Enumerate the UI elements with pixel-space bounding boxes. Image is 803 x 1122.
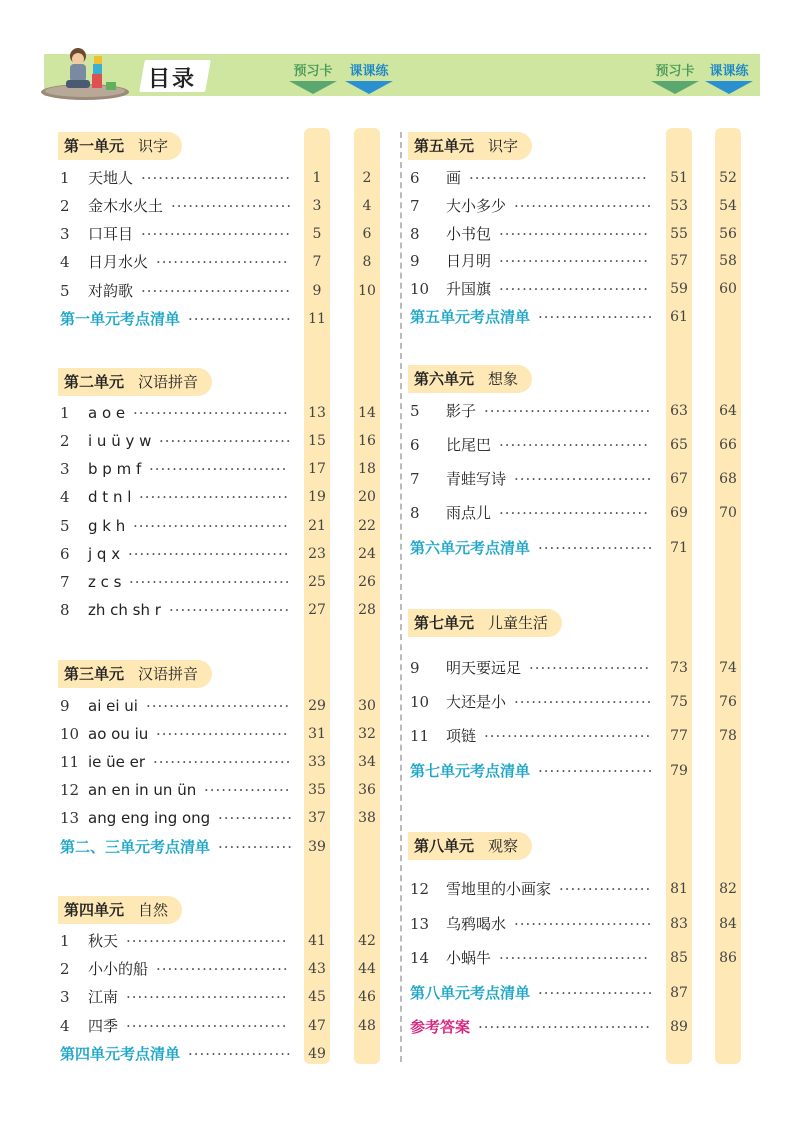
preview-page-number: 57 — [670, 253, 688, 269]
dot-leader: ·························· — [499, 504, 649, 522]
lesson-entry[interactable] — [60, 696, 382, 716]
dot-leader: ···················· — [538, 308, 654, 326]
practice-page-number: 34 — [358, 754, 376, 770]
preview-page-number: 23 — [308, 546, 326, 562]
dot-leader: ···························· — [126, 988, 288, 1006]
dot-leader: ·························· — [141, 225, 291, 243]
entry-title: 升国旗 — [446, 280, 492, 298]
preview-page-number: 3 — [312, 198, 322, 214]
practice-page-number: 10 — [358, 283, 376, 299]
lesson-number: 6 — [60, 545, 70, 563]
lesson-number: 12 — [410, 880, 430, 898]
lesson-entry[interactable] — [410, 224, 743, 244]
entry-title: 小小的船 — [88, 960, 149, 978]
dot-leader: ·························· — [141, 282, 291, 300]
practice-page-number: 60 — [719, 281, 737, 297]
entry-title: g k h — [88, 517, 126, 535]
practice-page-number: 22 — [358, 518, 376, 534]
dot-leader: ·················· — [188, 310, 292, 328]
practice-page-number: 52 — [719, 170, 737, 186]
practice-page-number: 44 — [358, 961, 376, 977]
lesson-entry[interactable] — [60, 572, 382, 592]
dot-leader: ·························· — [499, 225, 649, 243]
lesson-entry[interactable] — [410, 503, 743, 523]
entry-title: 雨点儿 — [446, 504, 492, 522]
lesson-entry[interactable] — [60, 1016, 382, 1036]
preview-page-number: 71 — [670, 540, 688, 556]
lesson-entry[interactable] — [60, 196, 382, 216]
dot-leader: ···························· — [126, 1017, 288, 1035]
lesson-entry[interactable] — [410, 251, 743, 271]
lesson-number: 8 — [410, 504, 420, 522]
tag-label: 课课练 — [709, 64, 749, 79]
lesson-number: 6 — [410, 169, 420, 187]
entry-title: ao ou iu — [88, 725, 149, 743]
answers-entry[interactable] — [410, 1017, 743, 1037]
dot-leader: ························ — [514, 693, 653, 711]
lesson-entry[interactable] — [60, 987, 382, 1007]
unit-number: 第五单元 — [414, 137, 475, 155]
preview-page-number: 45 — [308, 989, 326, 1005]
entry-title: 日月水火 — [88, 253, 149, 271]
entry-title: 第七单元考点清单 — [410, 762, 531, 780]
entry-title: ai ei ui — [88, 697, 138, 715]
preview-page-number: 61 — [670, 309, 688, 325]
child-stacking-blocks-illustration — [40, 44, 130, 100]
entry-title: 小书包 — [446, 225, 492, 243]
dot-leader: ···························· — [128, 545, 290, 563]
preview-page-number: 49 — [308, 1046, 326, 1062]
unit-name: 自然 — [138, 901, 169, 919]
lesson-entry[interactable] — [410, 658, 743, 678]
lesson-number: 8 — [60, 601, 70, 619]
lesson-number: 3 — [60, 225, 70, 243]
preview-page-number: 7 — [312, 254, 322, 270]
unit-heading — [58, 660, 212, 688]
practice-page-number: 32 — [358, 726, 376, 742]
lesson-entry[interactable] — [410, 401, 743, 421]
lesson-number: 3 — [60, 460, 70, 478]
practice-page-number: 58 — [719, 253, 737, 269]
entry-title: 比尾巴 — [446, 436, 492, 454]
practice-page-number: 24 — [358, 546, 376, 562]
lesson-number: 3 — [60, 988, 70, 1006]
down-arrow-icon — [345, 81, 393, 94]
preview-page-number: 77 — [670, 728, 688, 744]
preview-page-number: 51 — [670, 170, 688, 186]
unit-name: 观察 — [488, 837, 519, 855]
lesson-entry[interactable] — [60, 931, 382, 951]
review-list-entry[interactable] — [410, 761, 743, 781]
lesson-entry[interactable] — [60, 487, 382, 507]
practice-page-number: 16 — [358, 433, 376, 449]
dot-leader: ············· — [218, 838, 293, 856]
entry-title: 口耳目 — [88, 225, 134, 243]
lesson-entry[interactable] — [60, 752, 382, 772]
entry-title: 秋天 — [88, 932, 119, 950]
preview-page-number: 47 — [308, 1018, 326, 1034]
unit-heading — [58, 896, 182, 924]
down-arrow-icon — [289, 81, 337, 94]
practice-page-number: 46 — [358, 989, 376, 1005]
practice-page-number: 84 — [719, 916, 737, 932]
dot-leader: ···························· — [126, 932, 288, 950]
lesson-number: 11 — [410, 727, 430, 745]
preview-page-number: 19 — [308, 489, 326, 505]
down-arrow-icon — [705, 81, 753, 94]
lesson-entry[interactable] — [410, 914, 743, 934]
preview-page-number: 87 — [670, 985, 688, 1001]
lesson-number: 11 — [60, 753, 80, 771]
lesson-number: 2 — [60, 197, 70, 215]
practice-page-number: 28 — [358, 602, 376, 618]
lesson-number: 1 — [60, 169, 70, 187]
dot-leader: ·························· — [499, 252, 649, 270]
entry-title: ang eng ing ong — [88, 809, 211, 827]
dot-leader: ··························· — [133, 404, 289, 422]
page-title: 目录 — [148, 67, 197, 92]
lesson-entry[interactable] — [60, 431, 382, 451]
unit-name: 想象 — [488, 370, 519, 388]
lesson-number: 12 — [60, 781, 80, 799]
entry-title: 明天要远足 — [446, 659, 522, 677]
dot-leader: ····················· — [529, 659, 651, 677]
dot-leader: ·················· — [188, 1045, 292, 1063]
practice-page-number: 56 — [719, 226, 737, 242]
practice-tag-right — [702, 63, 756, 94]
entry-title: 大小多少 — [446, 197, 507, 215]
lesson-entry[interactable] — [60, 600, 382, 620]
preview-page-number: 21 — [308, 518, 326, 534]
lesson-entry[interactable] — [60, 724, 382, 744]
dot-leader: ·························· — [499, 280, 649, 298]
entry-title: 金木水火土 — [88, 197, 164, 215]
lesson-number: 2 — [60, 432, 70, 450]
dot-leader: ····················· — [171, 197, 293, 215]
dot-leader: ························ — [149, 460, 288, 478]
unit-number: 第三单元 — [64, 665, 125, 683]
unit-heading — [408, 365, 532, 393]
lesson-number: 6 — [410, 436, 420, 454]
dot-leader: ···················· — [538, 539, 654, 557]
practice-page-number: 18 — [358, 461, 376, 477]
lesson-entry[interactable] — [410, 168, 743, 188]
dot-leader: ··························· — [133, 517, 289, 535]
practice-page-number: 48 — [358, 1018, 376, 1034]
dot-leader: ························ — [514, 915, 653, 933]
lesson-number: 4 — [60, 488, 70, 506]
lesson-number: 8 — [410, 225, 420, 243]
lesson-number: 14 — [410, 949, 430, 967]
lesson-number: 5 — [60, 282, 70, 300]
practice-page-number: 82 — [719, 881, 737, 897]
preview-page-number: 39 — [308, 839, 326, 855]
entry-title: zh ch sh r — [88, 601, 161, 619]
practice-page-number: 20 — [358, 489, 376, 505]
dot-leader: ·························· — [499, 949, 649, 967]
preview-page-number: 55 — [670, 226, 688, 242]
entry-title: 江南 — [88, 988, 119, 1006]
entry-title: 大还是小 — [446, 693, 507, 711]
preview-page-number: 37 — [308, 810, 326, 826]
lesson-entry[interactable] — [410, 469, 743, 489]
practice-page-number: 66 — [719, 437, 737, 453]
entry-title: 小蜗牛 — [446, 949, 492, 967]
entry-title: 青蛙写诗 — [446, 470, 507, 488]
unit-number: 第二单元 — [64, 373, 125, 391]
preview-page-number: 83 — [670, 916, 688, 932]
unit-heading — [408, 132, 532, 160]
review-list-entry[interactable] — [60, 1044, 382, 1064]
lesson-entry[interactable] — [60, 168, 382, 188]
preview-page-number: 41 — [308, 933, 326, 949]
review-list-entry[interactable] — [410, 307, 743, 327]
lesson-number: 10 — [410, 280, 430, 298]
dot-leader: ···························· — [129, 573, 291, 591]
unit-name: 识字 — [138, 137, 169, 155]
entry-title: 日月明 — [446, 252, 492, 270]
entry-title: b p m f — [88, 460, 142, 478]
preview-page-number: 81 — [670, 881, 688, 897]
preview-page-number: 25 — [308, 574, 326, 590]
preview-page-number: 75 — [670, 694, 688, 710]
lesson-entry[interactable] — [60, 959, 382, 979]
unit-number: 第一单元 — [64, 137, 125, 155]
entry-title: 对韵歌 — [88, 282, 134, 300]
dot-leader: ····························· — [484, 402, 652, 420]
preview-page-number: 63 — [670, 403, 688, 419]
practice-page-number: 64 — [719, 403, 737, 419]
lesson-entry[interactable] — [60, 544, 382, 564]
practice-page-number: 26 — [358, 574, 376, 590]
review-list-entry[interactable] — [60, 837, 382, 857]
preview-page-number: 65 — [670, 437, 688, 453]
preview-page-number: 67 — [670, 471, 688, 487]
entry-title: z c s — [88, 573, 122, 591]
preview-page-number: 9 — [312, 283, 322, 299]
preview-page-number: 79 — [670, 763, 688, 779]
dot-leader: ······················· — [159, 432, 292, 450]
preview-page-number: 27 — [308, 602, 326, 618]
review-list-entry[interactable] — [60, 309, 382, 329]
preview-card-tag-left — [286, 63, 340, 94]
tag-label: 预习卡 — [655, 64, 695, 79]
review-list-entry[interactable] — [410, 538, 743, 558]
entry-title: 第一单元考点清单 — [60, 310, 181, 328]
dot-leader: ···················· — [538, 762, 654, 780]
practice-page-number: 36 — [358, 782, 376, 798]
preview-page-number: 59 — [670, 281, 688, 297]
entry-title: 第五单元考点清单 — [410, 308, 531, 326]
preview-page-number: 73 — [670, 660, 688, 676]
preview-page-number: 13 — [308, 405, 326, 421]
lesson-entry[interactable] — [410, 879, 743, 899]
entry-title: 参考答案 — [410, 1018, 471, 1036]
lesson-number: 1 — [60, 404, 70, 422]
lesson-number: 5 — [60, 517, 70, 535]
entry-title: an en in un ün — [88, 781, 197, 799]
practice-page-number: 38 — [358, 810, 376, 826]
entry-title: 第四单元考点清单 — [60, 1045, 181, 1063]
entry-title: i u ü y w — [88, 432, 152, 450]
unit-number: 第七单元 — [414, 614, 475, 632]
dot-leader: ························ — [514, 470, 653, 488]
lesson-entry[interactable] — [60, 780, 382, 800]
lesson-number: 9 — [410, 252, 420, 270]
lesson-entry[interactable] — [60, 403, 382, 423]
dot-leader: ···················· — [538, 984, 654, 1002]
lesson-entry[interactable] — [410, 726, 743, 746]
dot-leader: ······················· — [156, 725, 289, 743]
lesson-entry[interactable] — [60, 459, 382, 479]
lesson-number: 10 — [410, 693, 430, 711]
entry-title: 第二、三单元考点清单 — [60, 838, 211, 856]
dot-leader: ······················· — [156, 253, 289, 271]
dot-leader: ······························ — [478, 1018, 652, 1036]
preview-page-number: 85 — [670, 950, 688, 966]
dot-leader: ·························· — [139, 488, 289, 506]
practice-page-number: 4 — [362, 198, 372, 214]
entry-title: 影子 — [446, 402, 477, 420]
lesson-number: 5 — [410, 402, 420, 420]
unit-name: 汉语拼音 — [138, 373, 199, 391]
lesson-entry[interactable] — [60, 224, 382, 244]
lesson-number: 7 — [60, 573, 70, 591]
lesson-number: 7 — [410, 470, 420, 488]
preview-page-number: 31 — [308, 726, 326, 742]
lesson-entry[interactable] — [410, 948, 743, 968]
entry-title: 乌鸦喝水 — [446, 915, 507, 933]
dot-leader: ············· — [218, 809, 293, 827]
unit-name: 识字 — [488, 137, 519, 155]
dot-leader: ····················· — [169, 601, 291, 619]
practice-page-number: 68 — [719, 471, 737, 487]
lesson-number: 4 — [60, 253, 70, 271]
dot-leader: ················ — [559, 880, 652, 898]
entry-title: 第六单元考点清单 — [410, 539, 531, 557]
dot-leader: ························· — [146, 697, 291, 715]
unit-name: 汉语拼音 — [138, 665, 199, 683]
practice-page-number: 54 — [719, 198, 737, 214]
dot-leader: ·························· — [141, 169, 291, 187]
unit-heading — [408, 832, 532, 860]
practice-page-number: 78 — [719, 728, 737, 744]
unit-heading — [58, 132, 182, 160]
dot-leader: ························ — [514, 197, 653, 215]
lesson-number: 2 — [60, 960, 70, 978]
lesson-number: 13 — [60, 809, 80, 827]
unit-number: 第八单元 — [414, 837, 475, 855]
dot-leader: ····························· — [484, 727, 652, 745]
unit-number: 第六单元 — [414, 370, 475, 388]
practice-page-number: 76 — [719, 694, 737, 710]
preview-card-tag-right — [648, 63, 702, 94]
entry-title: 天地人 — [88, 169, 134, 187]
practice-page-number: 42 — [358, 933, 376, 949]
unit-heading — [58, 368, 212, 396]
practice-page-number: 70 — [719, 505, 737, 521]
lesson-entry[interactable] — [410, 692, 743, 712]
entry-title: 雪地里的小画家 — [446, 880, 552, 898]
lesson-number: 7 — [410, 197, 420, 215]
entry-title: 四季 — [88, 1017, 119, 1035]
preview-page-number: 43 — [308, 961, 326, 977]
practice-tag-left — [342, 63, 396, 94]
preview-page-number: 29 — [308, 698, 326, 714]
practice-page-number: 86 — [719, 950, 737, 966]
dot-leader: ······························· — [469, 169, 648, 187]
preview-page-number: 1 — [312, 170, 322, 186]
dot-leader: ··············· — [204, 781, 291, 799]
unit-number: 第四单元 — [64, 901, 125, 919]
lesson-entry[interactable] — [60, 516, 382, 536]
tag-label: 课课练 — [349, 64, 389, 79]
lesson-entry[interactable] — [60, 808, 382, 828]
lesson-entry[interactable] — [60, 252, 382, 272]
practice-page-number: 74 — [719, 660, 737, 676]
dot-leader: ······················· — [156, 960, 289, 978]
practice-page-number: 6 — [362, 226, 372, 242]
entry-title: a o e — [88, 404, 126, 422]
review-list-entry[interactable] — [410, 983, 743, 1003]
entry-title: 第八单元考点清单 — [410, 984, 531, 1002]
preview-page-number: 53 — [670, 198, 688, 214]
lesson-entry[interactable] — [60, 281, 382, 301]
lesson-number: 1 — [60, 932, 70, 950]
entry-title: j q x — [88, 545, 121, 563]
dot-leader: ························ — [153, 753, 292, 771]
preview-page-number: 15 — [308, 433, 326, 449]
entry-title: d t n l — [88, 488, 132, 506]
lesson-entry[interactable] — [410, 435, 743, 455]
column-divider — [400, 132, 402, 1062]
lesson-number: 9 — [410, 659, 420, 677]
unit-name: 儿童生活 — [488, 614, 549, 632]
practice-page-number: 8 — [362, 254, 372, 270]
lesson-number: 9 — [60, 697, 70, 715]
lesson-number: 4 — [60, 1017, 70, 1035]
preview-page-number: 35 — [308, 782, 326, 798]
practice-page-number: 30 — [358, 698, 376, 714]
preview-page-number: 69 — [670, 505, 688, 521]
lesson-number: 10 — [60, 725, 80, 743]
entry-title: 画 — [446, 169, 462, 187]
entry-title: 项链 — [446, 727, 477, 745]
tag-label: 预习卡 — [293, 64, 333, 79]
lesson-number: 13 — [410, 915, 430, 933]
unit-heading — [408, 609, 562, 637]
practice-page-number: 14 — [358, 405, 376, 421]
preview-page-number: 5 — [312, 226, 322, 242]
entry-title: ie üe er — [88, 753, 146, 771]
practice-page-number: 2 — [362, 170, 372, 186]
lesson-entry[interactable] — [410, 279, 743, 299]
preview-page-number: 33 — [308, 754, 326, 770]
preview-page-number: 17 — [308, 461, 326, 477]
preview-page-number: 11 — [308, 311, 326, 327]
preview-page-number: 89 — [670, 1019, 688, 1035]
lesson-entry[interactable] — [410, 196, 743, 216]
down-arrow-icon — [651, 81, 699, 94]
dot-leader: ·························· — [499, 436, 649, 454]
